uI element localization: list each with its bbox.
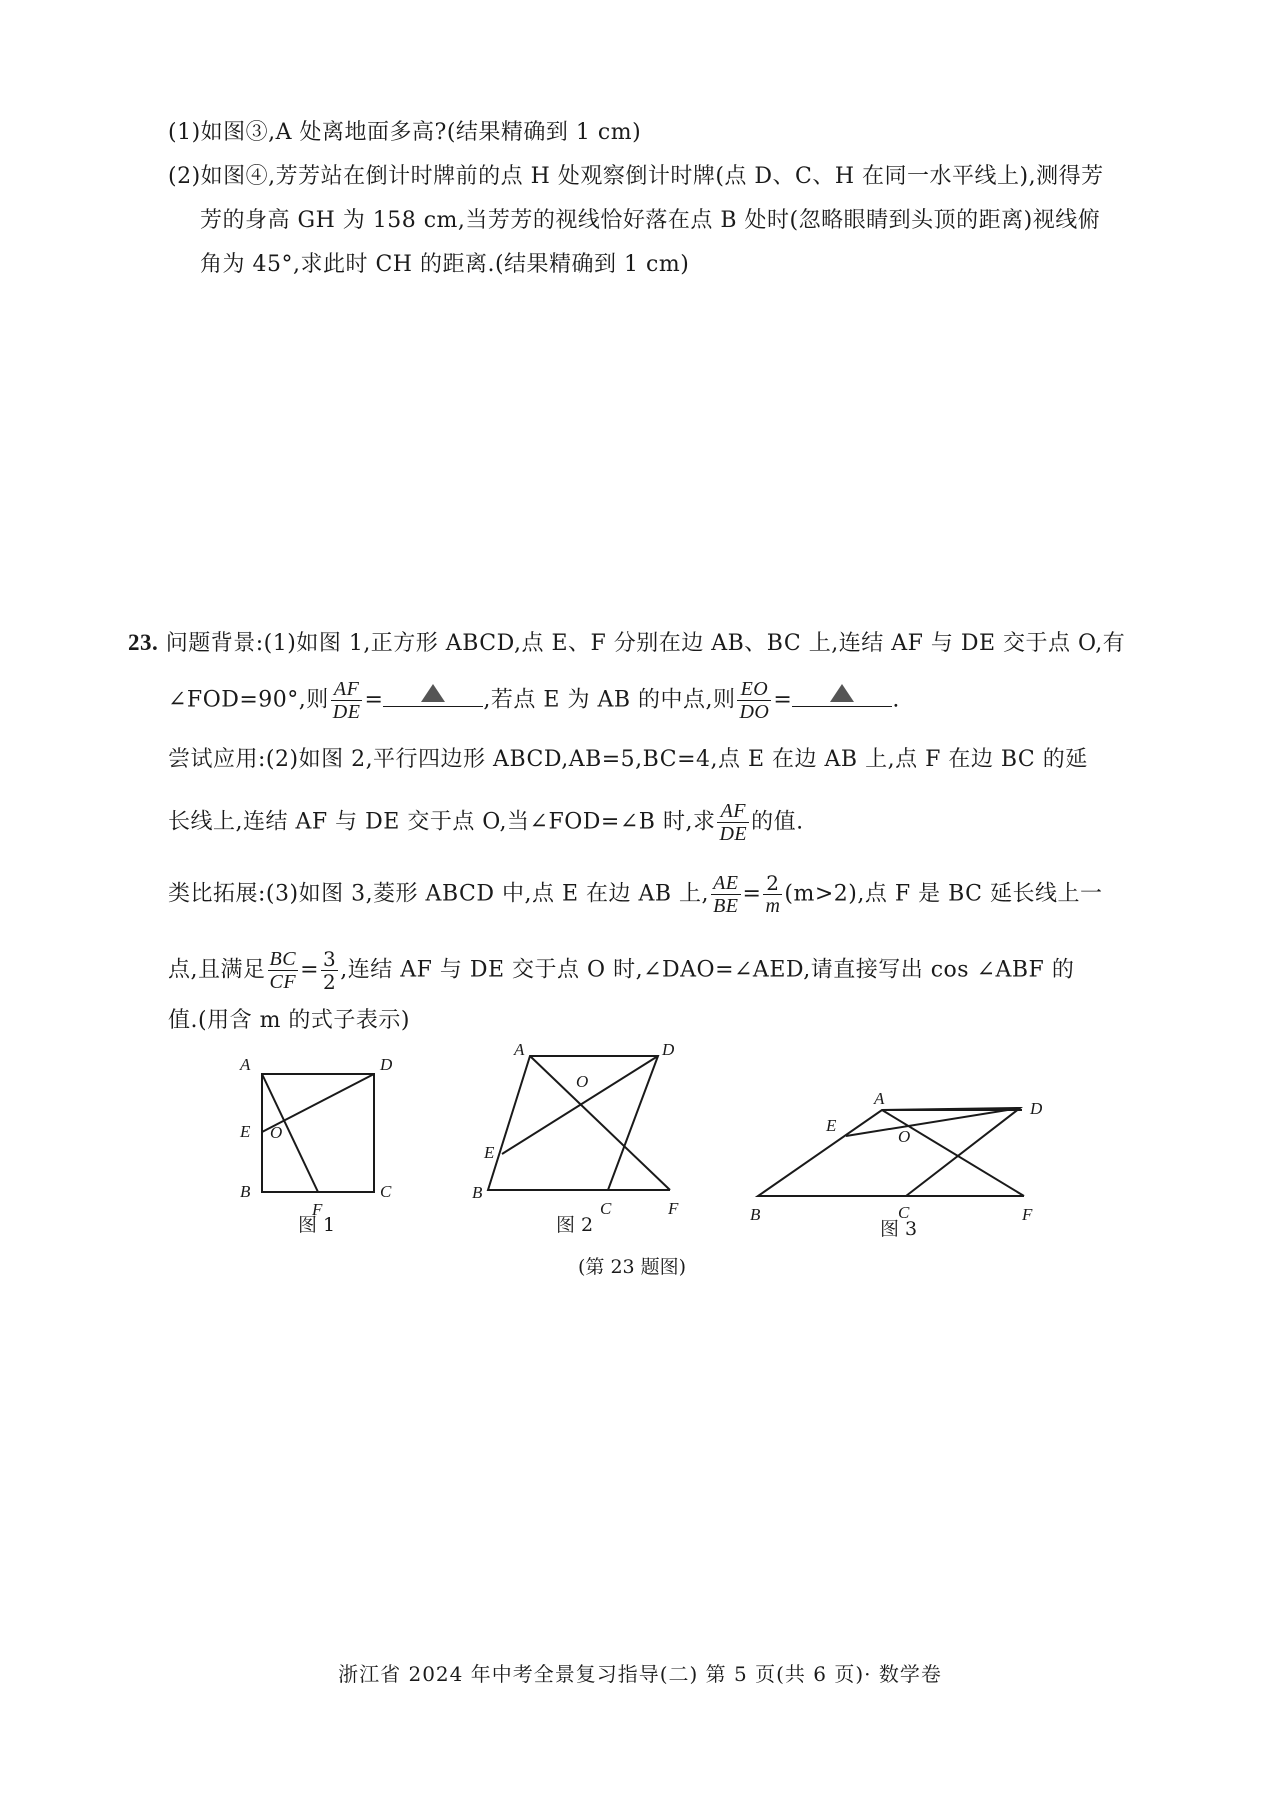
q23-ext-text1b: (m>2),点 F 是 BC 延长线上一 [784, 881, 1103, 907]
figure-3 [758, 1108, 1024, 1196]
equals-sign: = [364, 687, 384, 713]
label-c: C [600, 1199, 612, 1218]
label-c: C [380, 1182, 392, 1201]
label-b: B [240, 1182, 251, 1201]
label-a: A [874, 1089, 885, 1108]
q23-try-line1: 尝试应用:(2)如图 2,平行四边形 ABCD,AB=5,BC=4,点 E 在边 AB 上,点 F 在边 BC 的延 [168, 747, 1088, 772]
figure-2-caption: 图 2 [556, 1214, 594, 1236]
answer-blank-2 [792, 682, 892, 707]
label-a: A [240, 1055, 251, 1074]
equals-sign: = [773, 687, 793, 713]
fraction-bc-cf [268, 948, 299, 993]
figures-group-caption: (第 23 题图) [578, 1256, 687, 1278]
label-o: O [576, 1072, 589, 1091]
q23-ext-line2 [168, 948, 1074, 993]
q23-ext-line1 [168, 872, 1103, 917]
frac-num: BC [269, 948, 297, 970]
q22-part1: (1)如图③,A 处离地面多高?(结果精确到 1 cm) [168, 120, 642, 145]
fraction-af-de-2 [717, 800, 749, 845]
frac-den: CF [269, 971, 297, 993]
fraction-2-m [763, 872, 782, 917]
frac-num: 2 [763, 872, 782, 895]
segment-af [882, 1110, 1024, 1196]
q23-ext-text2b: ,连结 AF 与 DE 交于点 O 时,∠DAO=∠AED,请直接写出 cos ∠ABF 的 [340, 957, 1075, 983]
frac-num: 3 [323, 947, 337, 971]
label-e: E [826, 1116, 837, 1135]
frac-num: AE [713, 872, 739, 894]
q23-try-text2a: 长线上,连结 AF 与 DE 交于点 O,当∠FOD=∠B 时,求 [168, 809, 716, 835]
triangle-marker-icon [421, 684, 445, 702]
q22-part2-line1: (2)如图④,芳芳站在倒计时牌前的点 H 处观察倒计时牌(点 D、C、H 在同一水平线上),测得芳 [168, 164, 1104, 189]
label-a: A [514, 1040, 525, 1059]
period: . [892, 687, 900, 713]
frac-den: 2 [323, 970, 337, 994]
segment-de [846, 1108, 1020, 1136]
figure-3-caption: 图 3 [880, 1218, 918, 1240]
fraction-eo-do [737, 678, 771, 723]
frac-den: DE [719, 823, 748, 845]
label-o: O [898, 1127, 911, 1146]
page-footer: 浙江省 2024 年中考全景复习指导(二) 第 5 页(共 6 页)· 数学卷 [338, 1662, 942, 1686]
frac-den: DO [739, 701, 770, 723]
answer-blank-1 [383, 682, 483, 707]
frac-num: AF [717, 800, 749, 823]
q22-part2-line2: 芳的身高 GH 为 158 cm,当芳芳的视线恰好落在点 B 处时(忽略眼睛到头顶的距离)视线俯 [200, 208, 1101, 233]
q23-try-line2 [168, 800, 804, 845]
label-c: C [898, 1203, 910, 1222]
equals-sign: = [742, 881, 762, 907]
q22-part2-line3: 角为 45°,求此时 CH 的距离.(结果精确到 1 cm) [200, 252, 690, 277]
label-f: F [312, 1200, 323, 1219]
label-o: O [270, 1123, 283, 1142]
q23-background-line1 [128, 628, 1125, 659]
figure-1-caption: 图 1 [298, 1214, 336, 1236]
label-e: E [240, 1122, 251, 1141]
equals-sign: = [300, 957, 319, 983]
label-e: E [484, 1143, 495, 1162]
fraction-af-de [331, 678, 363, 723]
q23-background-line2 [168, 678, 900, 723]
q23-ext-line3: 值.(用含 m 的式子表示) [168, 1008, 411, 1033]
frac-num: AF [331, 678, 363, 701]
q23-bg-text2a: ∠FOD=90°,则 [168, 687, 329, 713]
frac-den: BE [713, 895, 739, 917]
label-d: D [380, 1055, 393, 1074]
q23-bg-text1: 问题背景:(1)如图 1,正方形 ABCD,点 E、F 分别在边 AB、BC 上,连结 AF 与 DE 交于点 O,有 [165, 631, 1126, 656]
rhombus-abcd [758, 1108, 1020, 1196]
q23-bg-text2b: ,若点 E 为 AB 的中点,则 [483, 687, 736, 713]
label-b: B [472, 1183, 483, 1202]
triangle-marker-icon [830, 684, 854, 702]
label-f: F [1022, 1205, 1033, 1224]
fraction-3-2 [321, 948, 338, 993]
frac-den: DE [332, 701, 361, 723]
frac-num: EO [737, 678, 771, 701]
parallelogram-abcd [488, 1056, 658, 1190]
label-b: B [750, 1205, 761, 1224]
label-d: D [662, 1040, 675, 1059]
fraction-ae-be [711, 872, 740, 917]
question-number: 23. [128, 630, 159, 655]
frac-den: m [765, 895, 781, 917]
label-f: F [668, 1199, 679, 1218]
label-d: D [1030, 1099, 1043, 1118]
q23-ext-text2a: 点,且满足 [168, 957, 266, 983]
q23-try-text2b: 的值. [751, 809, 804, 835]
q23-ext-text1a: 类比拓展:(3)如图 3,菱形 ABCD 中,点 E 在边 AB 上, [168, 881, 710, 907]
